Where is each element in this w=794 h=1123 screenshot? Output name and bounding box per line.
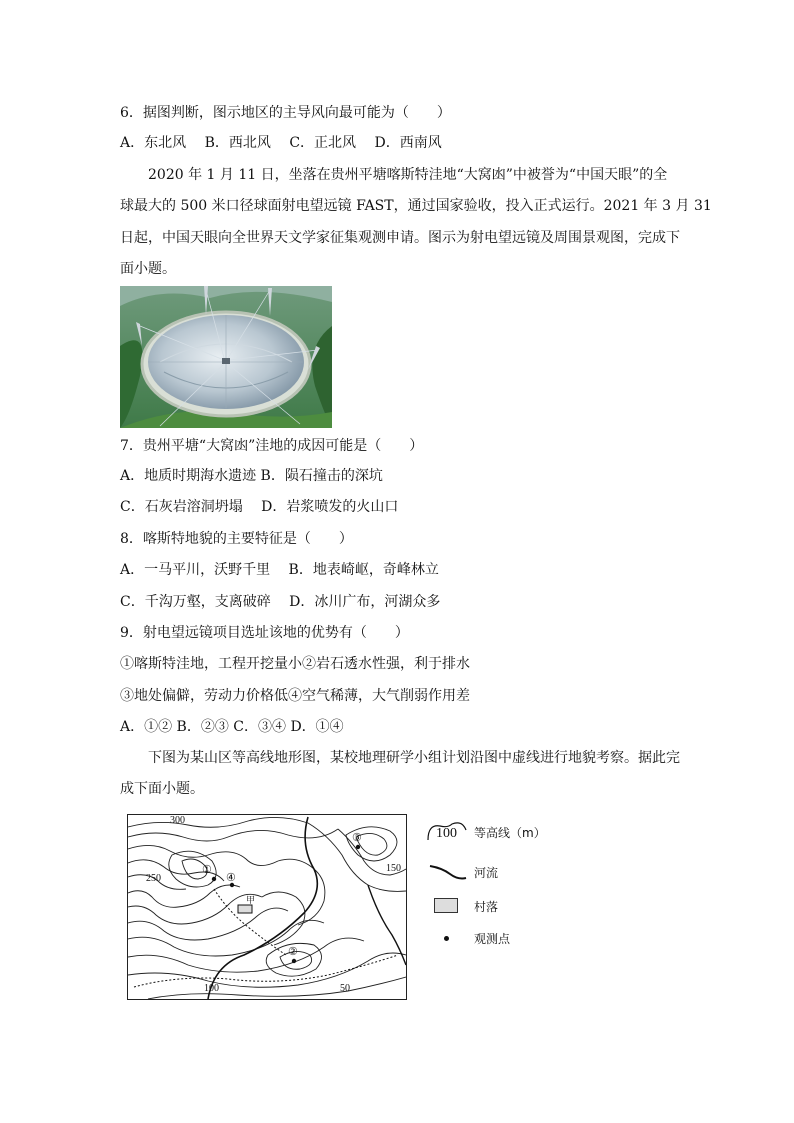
q6-stem: 6．据图判断，图示地区的主导风向最可能为（ ） (120, 105, 451, 121)
passage1-line4: 面小题。 (120, 261, 176, 277)
contour-label-50: 50 (340, 983, 350, 994)
legend-contour-sample: 100 (436, 826, 457, 841)
legend-village-label: 村落 (474, 900, 499, 914)
q6-option-d: D．西南风 (374, 135, 442, 151)
passage1-line3: 日起，中国天眼向全世界天文学家征集观测申请。图示为射电望远镜及周围景观图，完成下 (120, 230, 680, 246)
river-symbol-icon (428, 862, 468, 882)
passage2-line1: 下图为某山区等高线地形图，某校地理研学小组计划沿图中虚线进行地貌考察。据此完 (148, 750, 680, 766)
passage2-line2: 成下面小题。 (120, 781, 204, 797)
q6-option-b: B．西北风 (204, 135, 271, 151)
telescope-photo (120, 286, 332, 428)
q8-options-row1: A．一马平川，沃野千里 B．地表崎岖，奇峰林立 (120, 562, 439, 578)
contour-label-100: 100 (204, 983, 219, 994)
q9-options: A．①② B．②③ C．③④ D．①④ (120, 719, 344, 735)
passage1-line2: 球最大的 500 米口径球面射电望远镜 FAST，通过国家验收，投入正式运行。2021 年 3 月 31 (120, 198, 712, 214)
q9-item2: ③地处偏僻，劳动力价格低④空气稀薄，大气削弱作用差 (120, 688, 470, 704)
point-label-3: ③ (352, 832, 362, 844)
q7-stem: 7．贵州平塘“大窝凼”洼地的成因可能是（ ） (120, 438, 424, 454)
q6-option-a: A．东北风 (120, 135, 187, 151)
point-label-1: ① (202, 864, 212, 876)
q7-options-row2: C．石灰岩溶洞坍塌 D．岩浆喷发的火山口 (120, 499, 399, 515)
map-legend (426, 820, 566, 950)
contour-label-150: 150 (386, 863, 401, 874)
q6-options (120, 133, 442, 153)
q6-option-c: C．正北风 (289, 135, 357, 151)
q9-stem: 9．射电望远镜项目选址该地的优势有（ ） (120, 625, 409, 641)
q8-options-row2: C．千沟万壑，支离破碎 D．冰川广布，河湖众多 (120, 594, 441, 610)
point-label-4: ④ (226, 872, 236, 884)
q7-options-row1: A．地质时期海水遗迹 B．陨石撞击的深坑 (120, 468, 383, 484)
passage1-line1: 2020 年 1 月 11 日，坐落在贵州平塘喀斯特洼地“大窝凼”中被誉为“中国天眼”的全 (148, 167, 668, 183)
q9-item1: ①喀斯特洼地，工程开挖量小②岩石透水性强，利于排水 (120, 656, 470, 672)
contour-label-250: 250 (146, 873, 161, 884)
village-label: 甲 (246, 895, 256, 905)
contour-map (127, 814, 407, 1000)
contour-label-300: 300 (170, 815, 185, 826)
village-symbol-icon (434, 898, 458, 913)
point-label-2: ② (288, 946, 298, 958)
legend-contour-label: 等高线（m） (474, 826, 546, 840)
legend-observation-point-label: 观测点 (474, 932, 511, 946)
observation-point-icon (444, 936, 449, 941)
q8-stem: 8．喀斯特地貌的主要特征是（ ） (120, 531, 353, 547)
legend-river-label: 河流 (474, 866, 499, 880)
